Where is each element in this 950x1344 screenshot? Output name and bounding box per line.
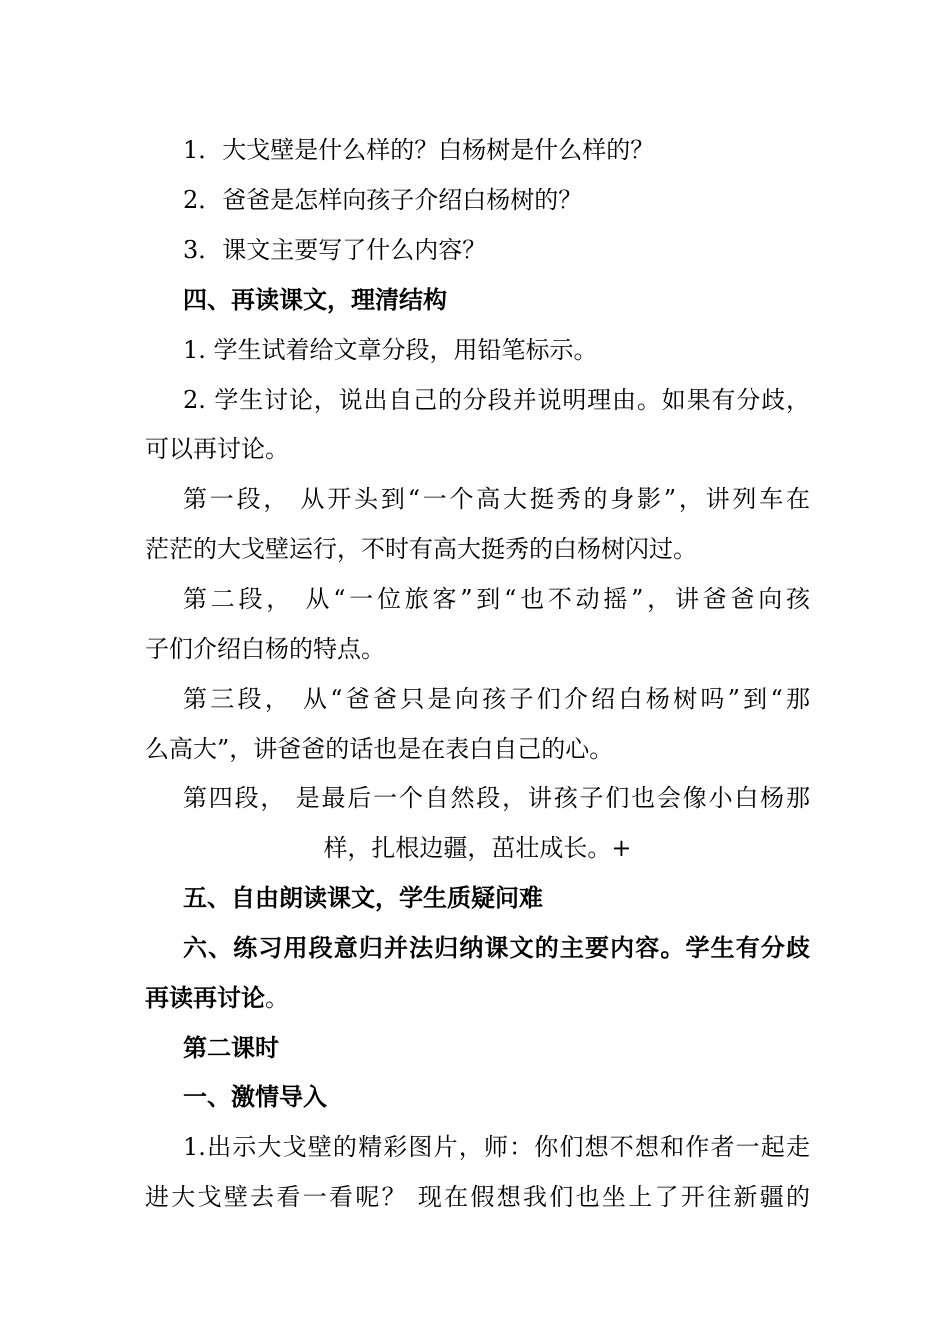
section-heading-5: 五、自由朗读课文，学生质疑问难 xyxy=(183,883,543,912)
paragraph-4: 第四段， 是最后一个自然段，讲孩子们也会像小白杨那 xyxy=(183,784,810,812)
section-heading-6-bold-tail: 再读再讨论 xyxy=(145,983,265,1012)
paragraph-3-continued: 么高大”，讲爸爸的话也是在表白自己的心。 xyxy=(145,735,614,763)
step-1: 1. 学生试着给文章分段，用铅笔标示。 xyxy=(183,336,598,364)
paragraph-2-continued: 子们介绍白杨的特点。 xyxy=(145,635,385,663)
intro-step-1: 1.出示大戈壁的精彩图片，师：你们想不想和作者一起走 xyxy=(183,1133,810,1161)
section-heading-6: 六、练习用段意归并法归纳课文的主要内容。学生有分歧 xyxy=(183,933,810,962)
question-2: 2．爸爸是怎样向孩子介绍白杨树的？ xyxy=(183,186,583,214)
paragraph-1: 第一段， 从开头到“一个高大挺秀的身影”，讲列车在 xyxy=(183,485,810,513)
section-heading-6-continued xyxy=(145,982,810,1014)
intro-step-1-continued: 进大戈壁去看一看呢？ 现在假想我们也坐上了开往新疆的 xyxy=(145,1183,810,1211)
section-heading-4: 四、再读课文，理清结构 xyxy=(183,285,447,314)
step-2-continued: 可以再讨论。 xyxy=(145,435,289,463)
paragraph-4-continued: 样，扎根边疆，茁壮成长。+ xyxy=(323,834,632,862)
question-1: 1．大戈壁是什么样的？白杨树是什么样的？ xyxy=(183,136,655,164)
section-heading-6-period: 。 xyxy=(265,984,289,1012)
paragraph-1-continued: 茫茫的大戈壁运行，不时有高大挺秀的白杨树闪过。 xyxy=(145,535,697,563)
step-2: 2. 学生讨论，说出自己的分段并说明理由。如果有分歧， xyxy=(183,386,810,414)
lesson-2-title: 第二课时 xyxy=(183,1033,279,1062)
question-3: 3．课文主要写了什么内容？ xyxy=(183,236,487,264)
paragraph-3: 第三段， 从“爸爸只是向孩子们介绍白杨树吗”到“那 xyxy=(183,685,810,713)
section-heading-1: 一、激情导入 xyxy=(183,1082,327,1111)
paragraph-2: 第二段， 从“一位旅客”到“也不动摇”，讲爸爸向孩 xyxy=(183,585,810,613)
